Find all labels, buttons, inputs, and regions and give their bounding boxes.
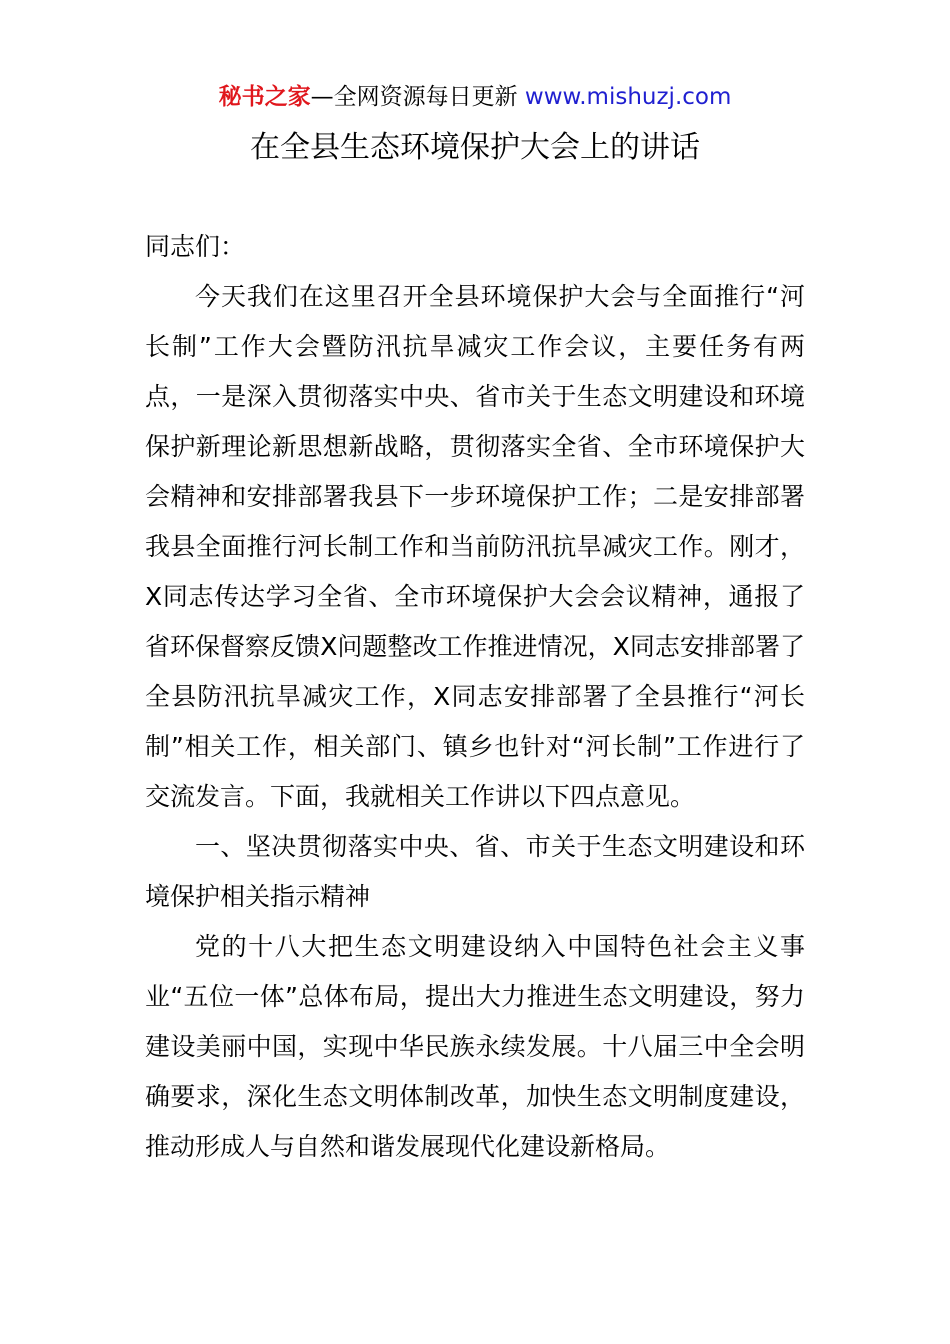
document-title: 在全县生态环境保护大会上的讲话 xyxy=(250,130,700,165)
document-body xyxy=(145,222,805,1172)
body-paragraph-intro: 今天我们在这里召开全县环境保护大会与全面推行“河长制”工作大会暨防汛抗旱减灾工作会议，主要任务有两点，一是深入贯彻落实中央、省市关于生态文明建设和环境保护新理论新思想新战略，贯彻落实全省、全市环境保护大会精神和安排部署我县下一步环境保护工作；二是安排部署我县全面推行河长制工作和当前防汛抗旱减灾工作。刚才，X同志传达学习全省、全市环境保护大会会议精神，通报了省环保督察反馈X问题整改工作推进情况，X同志安排部署了全县防汛抗旱减灾工作，X同志安排部署了全县推行“河长制”相关工作，相关部门、镇乡也针对“河长制”工作进行了交流发言。下面，我就相关工作讲以下四点意见。 xyxy=(145,282,805,811)
site-url-link[interactable]: www.mishuzj.com xyxy=(524,84,732,110)
section-heading-1: 一、坚决贯彻落实中央、省、市关于生态文明建设和环境保护相关指示精神 xyxy=(145,832,805,911)
site-header xyxy=(0,80,950,114)
body-paragraph-section-1: 党的十八大把生态文明建设纳入中国特色社会主义事业“五位一体”总体布局，提出大力推进生态文明建设，努力建设美丽中国，实现中华民族永续发展。十八届三中全会明确要求，深化生态文明体制改革，加快生态文明制度建设，推动形成人与自然和谐发展现代化建设新格局。 xyxy=(145,932,805,1161)
site-brand: 秘书之家 xyxy=(218,84,311,110)
site-tagline: —全网资源每日更新 xyxy=(310,84,518,110)
salutation: 同志们： xyxy=(145,232,246,261)
